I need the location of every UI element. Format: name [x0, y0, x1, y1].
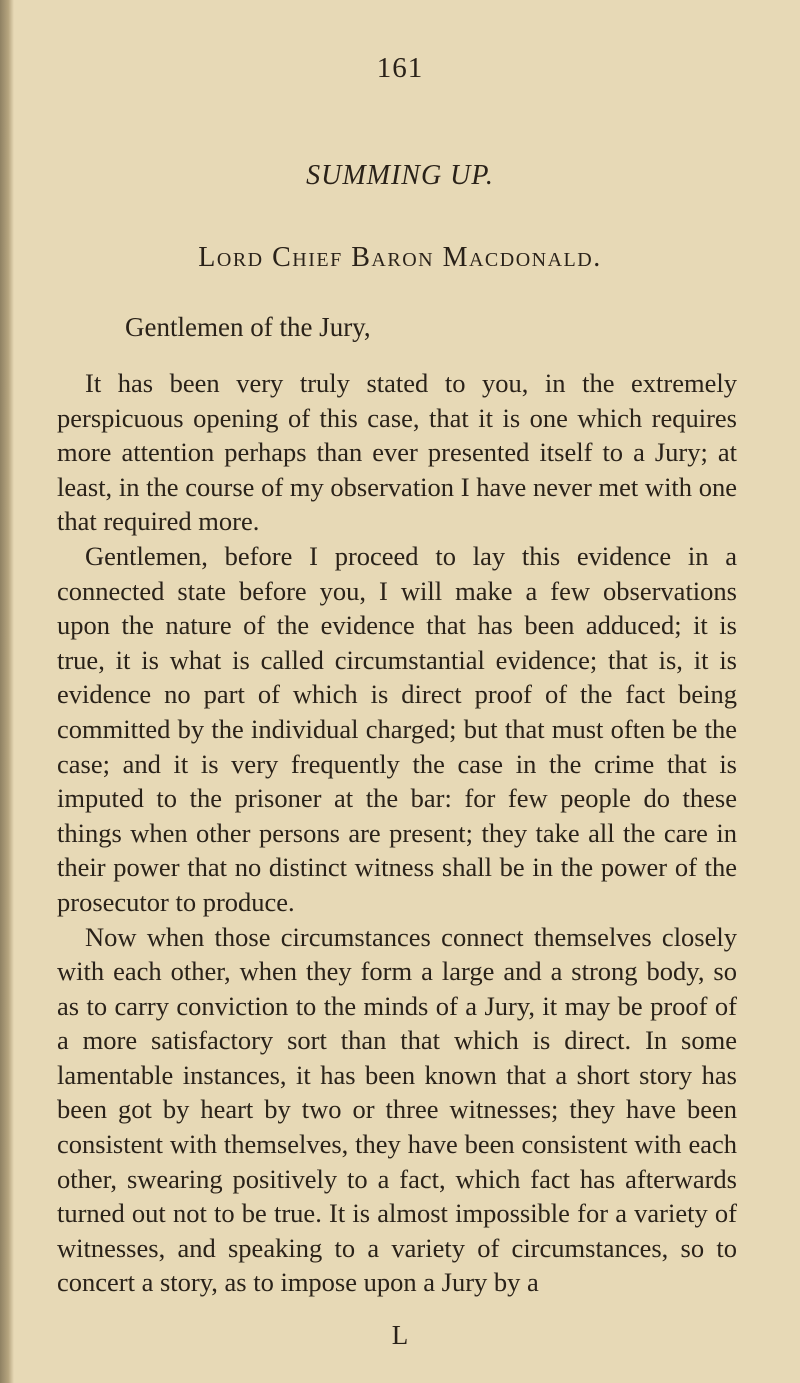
speaker-name: Lord Chief Baron Macdonald.	[198, 242, 602, 273]
body-text	[57, 366, 737, 1300]
paragraph-1: It has been very truly stated to you, in the extremely perspicuous opening of this case, that it is one which requires more attention perhaps than ever presented itself to a Jury; at least, in the course of my observation I have never met with one that required more.	[57, 368, 737, 537]
paragraph-3: Now when those circumstances connect themselves closely with each other, when they form a large and a strong body, so as to carry conviction to the minds of a Jury, it may be proof of a more satisfactory sort than that which is direct. In some lamentable instances, it has been known that a short story has been got by heart by two or three witnesses; they have been consistent with themselves, they have been consistent with each other, swearing positively to a fact, which fact has afterwards turned out not to be true. It is almost impossible for a variety of witnesses, and speaking to a variety of circumstances, so to concert a story, as to impose upon a Jury by a	[57, 921, 737, 1298]
salutation: Gentlemen of the Jury,	[125, 312, 371, 342]
page-number: 161	[376, 52, 424, 84]
section-heading: SUMMING UP.	[306, 160, 494, 191]
paragraph-2: Gentlemen, before I proceed to lay this evidence in a connected state before you, I will make a few observations upon the nature of the evidence that has been adduced; it is true, it is what is called circumstantial evidence; that is, it is evidence no part of which is direct proof of the fact being committed by the individual charged; but that must often be the case; and it is very frequently the case in the crime that is imputed to the prisoner at the bar: for few people do these things when other persons are present; they take all the care in their power that no distinct witness shall be in the power of the prosecutor to produce.	[57, 540, 737, 917]
page-spine-shadow	[0, 0, 14, 1383]
signature-mark: L	[391, 1320, 409, 1350]
